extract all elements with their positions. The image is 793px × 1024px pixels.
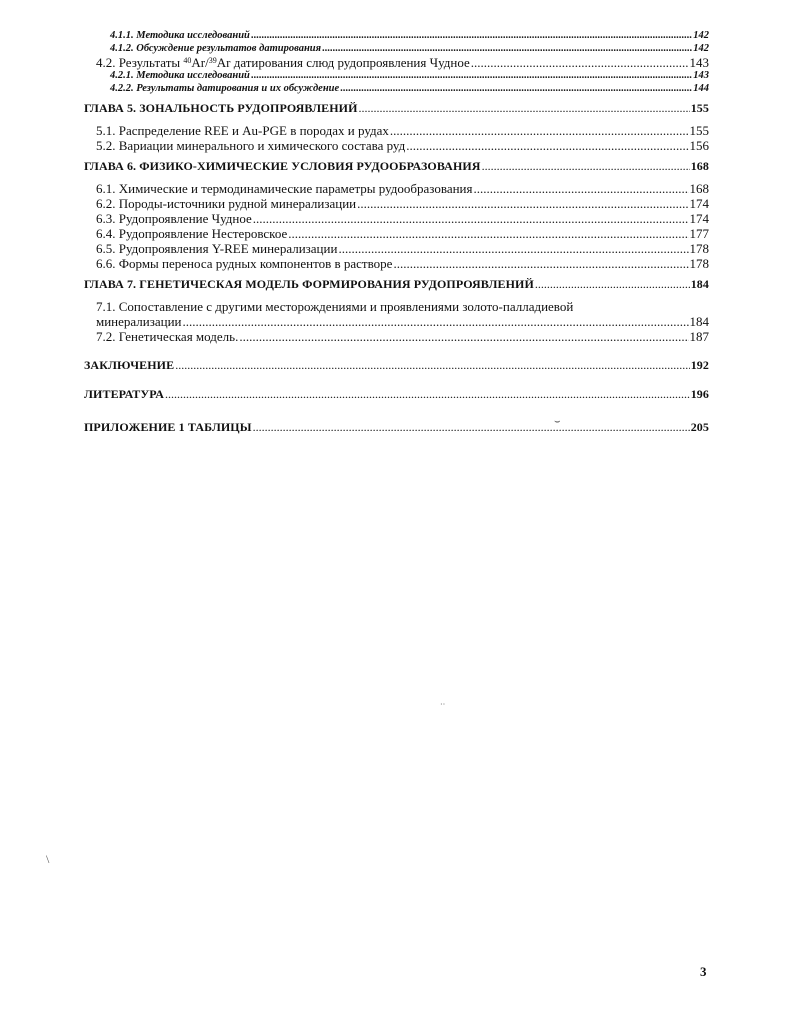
toc-page: 142 — [693, 42, 709, 54]
toc-number: 4.2.1. — [110, 70, 134, 81]
toc-number: 4.2.2. — [110, 82, 134, 94]
toc-page: 155 — [690, 101, 709, 115]
chapter-title: ЗАКЛЮЧЕНИЕ — [84, 358, 175, 372]
chapter-title: ГЛАВА 7. ГЕНЕТИЧЕСКАЯ МОДЕЛЬ ФОРМИРОВАНИЯ РУДОПРОЯВЛЕНИЙ — [84, 277, 534, 291]
toc-page: 142 — [693, 30, 709, 41]
dot-leader — [390, 123, 689, 138]
toc-entry-7-1-line2 — [96, 314, 709, 329]
toc-title: Результаты датирования и их обсуждение — [136, 82, 340, 94]
chapter-title: ГЛАВА 6. ФИЗИКО-ХИМИЧЕСКИЕ УСЛОВИЯ РУДООБРАЗОВАНИЯ — [84, 159, 481, 173]
toc-title-continued: минерализации — [96, 314, 182, 329]
toc-page: 155 — [689, 123, 709, 138]
toc-title: Сопоставление с другими месторождениями и проявлениями золото-палладиевой — [118, 299, 574, 314]
toc-number: 4.2. — [96, 55, 116, 70]
scan-speck: ⌣ — [554, 416, 561, 427]
dot-leader — [183, 314, 689, 329]
toc-number: 6.1. — [96, 181, 116, 196]
scan-speck: \ — [46, 852, 50, 866]
page-number: 3 — [700, 964, 707, 979]
toc-number: 6.2. — [96, 196, 116, 211]
toc-entry-4-1-1 — [110, 30, 709, 43]
toc-title: Рудопроявление Чудное — [118, 211, 252, 226]
toc-number: 4.1.2. — [110, 42, 134, 54]
toc-title: Генетическая модель. — [118, 329, 239, 344]
toc-number: 5.2. — [96, 138, 116, 153]
toc-title: Рудопроявление Нестеровское — [118, 226, 288, 241]
toc-entry-4-1-2 — [110, 43, 709, 56]
isotope-superscript-39: 39 — [208, 56, 217, 65]
dot-leader — [251, 70, 692, 83]
isotope-ar-39: Ar — [216, 55, 231, 70]
toc-title: Вариации минерального и химического состава руд — [118, 138, 406, 153]
toc-title: Формы переноса рудных компонентов в растворе — [118, 256, 393, 271]
toc-number: 6.5. — [96, 241, 116, 256]
dot-leader — [239, 329, 688, 344]
toc-entry-6-2 — [96, 196, 709, 211]
dot-leader — [340, 83, 692, 96]
dot-leader — [322, 43, 692, 56]
toc-literature — [84, 387, 709, 402]
toc-page: 184 — [690, 277, 709, 291]
toc-chapter-5 — [84, 101, 709, 116]
toc-page: 144 — [693, 82, 709, 94]
chapter-title: ГЛАВА 5. ЗОНАЛЬНОСТЬ РУДОПРОЯВЛЕНИЙ — [84, 101, 358, 115]
toc-title: Породы-источники рудной минерализации — [118, 196, 357, 211]
toc-entry-5-1 — [96, 123, 709, 138]
toc-page: 143 — [689, 55, 709, 70]
toc-conclusion — [84, 358, 709, 373]
dot-leader — [175, 358, 690, 373]
toc-entry-6-4 — [96, 226, 709, 241]
toc-entry-6-1 — [96, 181, 709, 196]
toc-number: 6.6. — [96, 256, 116, 271]
toc-chapter-6 — [84, 159, 709, 174]
dot-leader — [406, 138, 688, 153]
toc-title-post: датирования слюд рудопроявления Чудное — [233, 55, 470, 70]
toc-entry-6-5 — [96, 241, 709, 256]
dot-leader — [535, 277, 690, 292]
dot-leader — [471, 55, 689, 70]
dot-leader — [473, 181, 688, 196]
toc-page: 168 — [690, 159, 709, 173]
toc-page: 168 — [689, 181, 709, 196]
toc-page: 177 — [689, 226, 709, 241]
dot-leader — [357, 196, 688, 211]
toc-chapter-7 — [84, 277, 709, 292]
dot-leader — [165, 387, 690, 402]
dot-leader — [482, 159, 690, 174]
toc-number: 4.1.1. — [110, 30, 134, 41]
table-of-contents — [84, 30, 709, 435]
toc-title: Химические и термодинамические параметры рудообразования — [118, 181, 473, 196]
toc-number: 6.4. — [96, 226, 116, 241]
dot-leader — [251, 30, 692, 43]
toc-entry-4-2 — [96, 55, 709, 70]
dot-leader — [338, 241, 688, 256]
dot-leader — [253, 420, 690, 435]
toc-page: 184 — [689, 314, 709, 329]
toc-title-pre: Результаты — [118, 55, 181, 70]
toc-entry-5-2 — [96, 138, 709, 153]
chapter-title: ПРИЛОЖЕНИЕ 1 ТАБЛИЦЫ — [84, 420, 252, 434]
toc-number: 6.3. — [96, 211, 116, 226]
toc-page: 156 — [689, 138, 709, 153]
toc-page: 196 — [690, 387, 709, 401]
toc-entry-4-2-2 — [110, 83, 709, 96]
dot-leader — [359, 101, 690, 116]
toc-title: Методика исследований — [136, 30, 250, 41]
toc-page: 187 — [689, 329, 709, 344]
toc-entry-6-6 — [96, 256, 709, 271]
toc-number: 5.1. — [96, 123, 116, 138]
chapter-title: ЛИТЕРАТУРА — [84, 387, 164, 401]
toc-page: 205 — [690, 420, 709, 434]
toc-number: 7.2. — [96, 329, 116, 344]
dot-leader — [288, 226, 688, 241]
toc-entry-7-1-line1 — [96, 299, 709, 314]
toc-page: 178 — [689, 241, 709, 256]
toc-entry-6-3 — [96, 211, 709, 226]
toc-page: 174 — [689, 211, 709, 226]
isotope-superscript-40: 40 — [183, 56, 192, 65]
toc-title: Обсуждение результатов датирования — [136, 42, 322, 54]
toc-number: 7.1. — [96, 299, 116, 314]
scan-speck: ·· — [440, 700, 446, 709]
isotope-ar-40: Ar/ — [191, 55, 209, 70]
toc-entry-4-2-1 — [110, 70, 709, 83]
toc-title: Рудопроявления Y-REE минерализации — [118, 241, 338, 256]
toc-title: Методика исследований — [136, 70, 250, 81]
dot-leader — [253, 211, 689, 226]
toc-page: 178 — [689, 256, 709, 271]
toc-entry-7-2 — [96, 329, 709, 344]
toc-page: 143 — [693, 70, 709, 81]
toc-page: 192 — [690, 358, 709, 372]
toc-page: 174 — [689, 196, 709, 211]
dot-leader — [393, 256, 688, 271]
toc-title: Распределение REE и Au-PGE в породах и рудах — [118, 123, 389, 138]
toc-appendix-1 — [84, 420, 709, 435]
